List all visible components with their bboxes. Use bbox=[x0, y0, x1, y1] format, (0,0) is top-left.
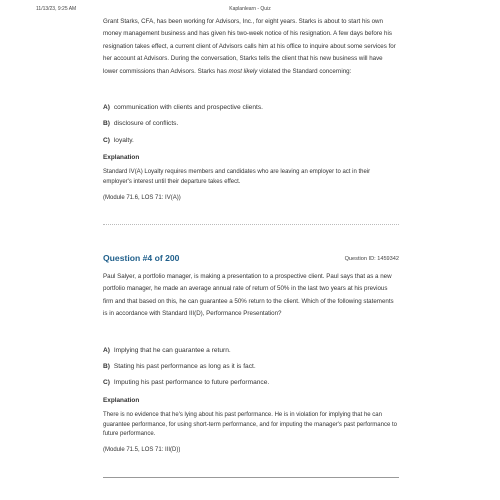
q3-stem: Grant Starks, CFA, has been working for Advisors, Inc., for eight years. Starks is about to start his own money management business and has given his two-week notice of his resignation. A few days before his resignation takes effect, a current client of Advisors calls him at his office to inquire about some services for her account at Advisors. During the conversation, Starks tells the client that his new business will have lower commissions than Advisors. Starks has most likely violated the Standard concerning: bbox=[103, 18, 396, 75]
print-header bbox=[0, 6, 500, 16]
print-page-title: Kaplanlearn - Quiz bbox=[229, 6, 271, 12]
q4-option-a[interactable]: A) Implying that he can guarantee a return. bbox=[103, 347, 231, 354]
q3-stem-emphasis: most likely bbox=[228, 67, 258, 75]
question-divider bbox=[103, 224, 399, 225]
q3-option-c[interactable]: C) loyalty. bbox=[103, 137, 134, 144]
q4-option-c[interactable]: C) Imputing his past performance to future performance. bbox=[103, 379, 270, 386]
q4-option-b[interactable]: B) Stating his past performance as long as it is fact. bbox=[103, 363, 256, 370]
page-bottom-rule bbox=[103, 477, 399, 478]
q3-option-b[interactable]: B) disclosure of conflicts. bbox=[103, 120, 179, 127]
q4-explanation-heading: Explanation bbox=[103, 397, 140, 404]
q4-reference: (Module 71.5, LOS 71: III(D)) bbox=[103, 447, 181, 453]
q3-reference: (Module 71.6, LOS 71: IV(A)) bbox=[103, 195, 181, 201]
q4-question-id: Question ID: 1459342 bbox=[344, 256, 399, 262]
q4-stem: Paul Salyer, a portfolio manager, is making a presentation to a prospective client. Paul says that as a new portfolio manager, he made an average annual rate of return of 50% in the last two years at his previous firm and that based on this, he can guarantee a 50% return to the client. Which of the following statements is in accordance with Standard III(D), Performance Presentation? bbox=[103, 273, 394, 318]
q4-title: Question #4 of 200 bbox=[103, 253, 180, 263]
q3-explanation-text: Standard IV(A) Loyalty requires members and candidates who are leaving an employer to act in their employer's interest until their departure takes effect. bbox=[103, 169, 371, 185]
q3-explanation-heading: Explanation bbox=[103, 154, 140, 161]
q3-option-a[interactable]: A) communication with clients and prospective clients. bbox=[103, 104, 263, 111]
print-timestamp: 11/13/23, 9:25 AM bbox=[36, 6, 77, 12]
q4-explanation-text: There is no evidence that he's lying about his past performance. He is in violation for implying that he can guarantee performance, for using short-term performance, and for imputing the manager's past performance to future performance. bbox=[103, 412, 397, 438]
